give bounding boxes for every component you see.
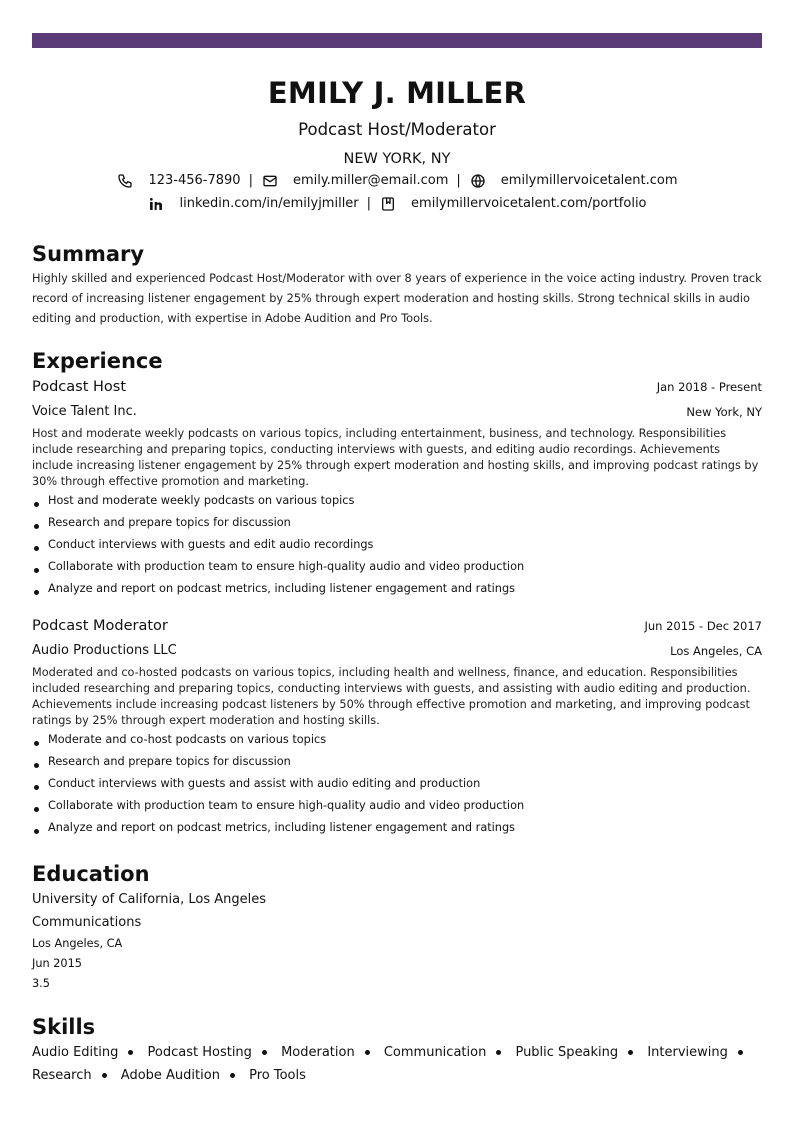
job-company: Voice Talent Inc. <box>32 404 137 419</box>
bullet-dot <box>496 1050 501 1055</box>
globe-icon <box>469 172 487 190</box>
job-company: Audio Productions LLC <box>32 643 177 658</box>
candidate-title: Podcast Host/Moderator <box>298 120 496 139</box>
job-location: Los Angeles, CA <box>670 644 762 658</box>
list-item: Host and moderate weekly podcasts on various topics <box>32 492 762 514</box>
job-description: Moderated and co-hosted podcasts on various topics, including health and wellness, finance, and education. Responsibilities included researching and preparing topics, conducting interviews with guests, and assisting with audio editing and production. Achievements include increasing podcast listeners by 50% through effective promotion and marketing, and improving podcast ratings by 25% through expert moderation and hosting skills. <box>32 666 751 727</box>
bullet-dot <box>128 1050 133 1055</box>
linkedin-icon <box>147 195 165 213</box>
candidate-location: NEW YORK, NY <box>343 151 451 167</box>
list-item: Conduct interviews with guests and edit audio recordings <box>32 536 762 558</box>
list-item: Conduct interviews with guests and assist with audio editing and production <box>32 775 762 797</box>
skills-heading: Skills <box>32 1015 96 1039</box>
bookmark-icon <box>379 195 397 213</box>
list-item: Research and prepare topics for discussion <box>32 514 762 536</box>
skills-list <box>32 1041 762 1087</box>
skill-item: Pro Tools <box>249 1068 306 1083</box>
bullet-dot <box>262 1050 267 1055</box>
job-dates: Jan 2018 - Present <box>656 380 762 394</box>
skill-item: Podcast Hosting <box>147 1045 252 1060</box>
skill-item: Communication <box>383 1045 487 1060</box>
list-item: Analyze and report on podcast metrics, including listener engagement and ratings <box>32 819 762 841</box>
job-location: New York, NY <box>686 405 762 419</box>
education-school: University of California, Los Angeles <box>32 892 267 907</box>
bullet-dot <box>230 1073 235 1078</box>
email-link[interactable]: emily.miller@email.com <box>292 173 449 188</box>
job-title: Podcast Host <box>32 379 127 395</box>
job-title: Podcast Moderator <box>32 618 168 634</box>
bullet-dot <box>628 1050 633 1055</box>
list-item: Research and prepare topics for discussion <box>32 753 762 775</box>
education-heading: Education <box>32 862 150 886</box>
resume-header <box>32 74 762 213</box>
job-description: Host and moderate weekly podcasts on various topics, including entertainment, business, and technology. Responsibilities include researching and preparing topics, conducting interviews with guests, and editing audio recordings. Achievements include increasing listener engagement by 25% through expert moderation and hosting skills, and improving podcast ratings by 30% through effective promotion and marketing. <box>32 427 759 488</box>
experience-heading: Experience <box>32 349 163 373</box>
skill-item: Moderation <box>281 1045 355 1060</box>
job-dates: Jun 2015 - Dec 2017 <box>644 619 762 633</box>
contact-line-2 <box>32 195 762 213</box>
list-item: Collaborate with production team to ensure high-quality audio and video production <box>32 558 762 580</box>
list-item: Moderate and co-host podcasts on various topics <box>32 731 762 753</box>
list-item: Analyze and report on podcast metrics, including listener engagement and ratings <box>32 580 762 602</box>
bullet-dot <box>738 1050 743 1055</box>
job-bullets <box>32 731 762 841</box>
education-location: Los Angeles, CA <box>32 937 123 950</box>
website-link[interactable]: emilymillervoicetalent.com <box>500 173 678 188</box>
skill-item: Research <box>32 1068 92 1083</box>
summary-heading: Summary <box>32 242 145 266</box>
summary-text: Highly skilled and experienced Podcast Host/Moderator with over 8 years of experience in the voice acting industry. Proven track record of increasing listener engagement by 25% through expert moderation and hosting skills. Strong technical skills in audio editing and production, with expertise in Adobe Audition and Pro Tools. <box>32 272 762 325</box>
education-major: Communications <box>32 915 142 930</box>
separator: | <box>248 173 253 188</box>
bullet-dot <box>365 1050 370 1055</box>
portfolio-link[interactable]: emilymillervoicetalent.com/portfolio <box>411 196 647 211</box>
education-date: Jun 2015 <box>32 957 82 970</box>
email-icon <box>261 172 279 190</box>
phone-icon <box>116 172 134 190</box>
education-gpa: 3.5 <box>32 977 50 990</box>
list-item: Collaborate with production team to ensure high-quality audio and video production <box>32 797 762 819</box>
separator: | <box>366 196 372 211</box>
skill-item: Public Speaking <box>515 1045 619 1060</box>
skill-item: Audio Editing <box>32 1045 119 1060</box>
separator: | <box>456 173 461 188</box>
candidate-name: EMILY J. MILLER <box>267 76 527 110</box>
bullet-dot <box>102 1073 107 1078</box>
skill-item: Adobe Audition <box>120 1068 220 1083</box>
contact-line-1 <box>32 172 762 190</box>
phone-number[interactable]: 123-456-7890 <box>148 173 241 188</box>
job-bullets <box>32 492 762 602</box>
accent-bar <box>32 33 762 48</box>
linkedin-link[interactable]: linkedin.com/in/emilyjmiller <box>179 196 359 211</box>
skill-item: Interviewing <box>647 1045 728 1060</box>
